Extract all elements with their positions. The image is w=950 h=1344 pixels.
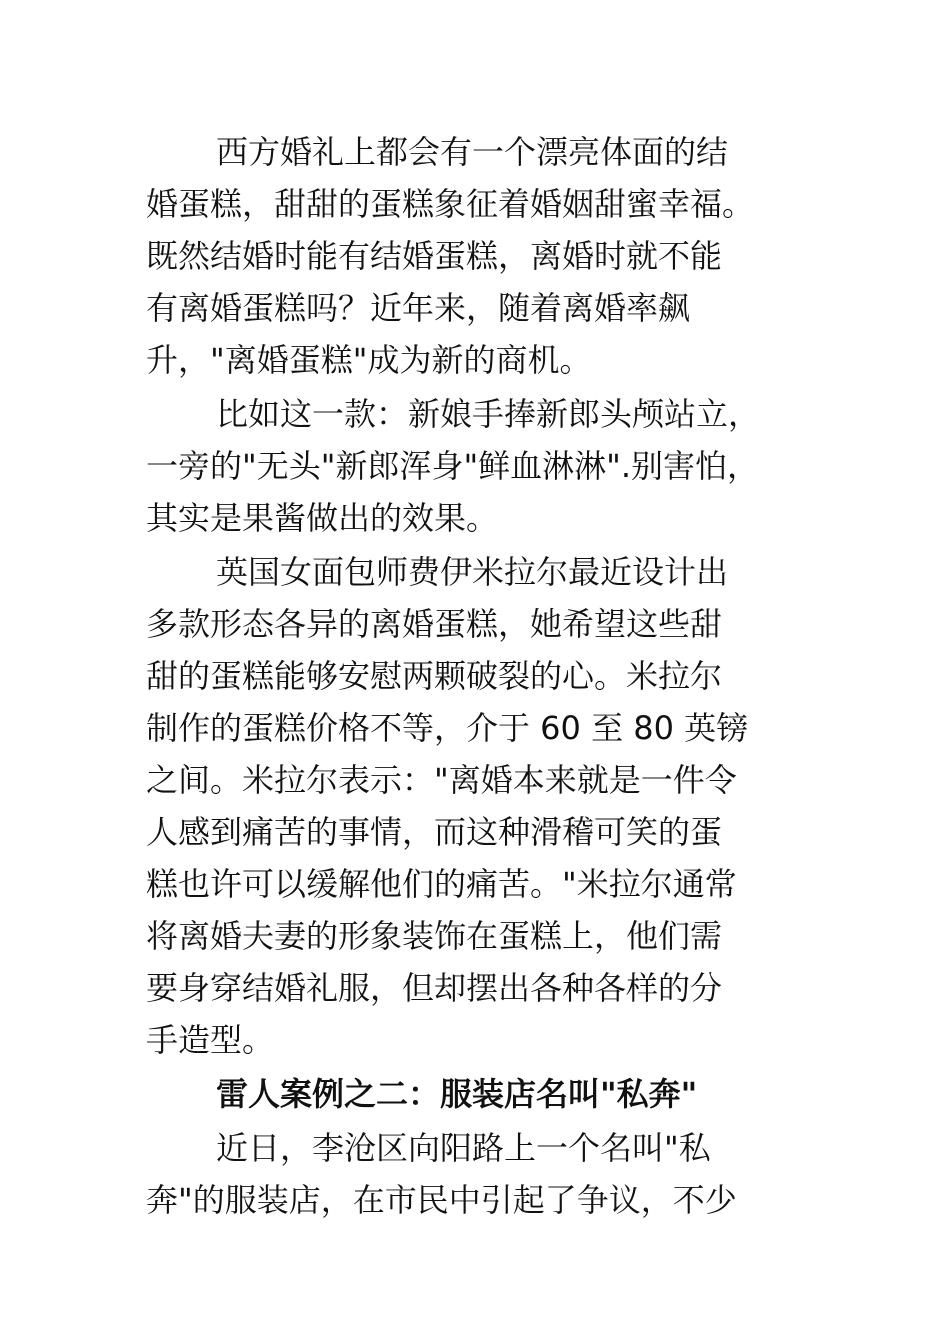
section-heading: 雷人案例之二：服装店名叫"私奔": [216, 1075, 698, 1113]
paragraph-4-line-1: 近日，李沧区向阳路上一个名叫"私: [216, 1129, 711, 1167]
paragraph-3-line-7: 糕也许可以缓解他们的痛苦。"米拉尔通常: [146, 865, 737, 903]
paragraph-1-line-4: 有离婚蛋糕吗？近年来，随着离婚率飙: [146, 289, 691, 327]
paragraph-1-line-2: 婚蛋糕，甜甜的蛋糕象征着婚姻甜蜜幸福。: [146, 185, 755, 223]
paragraph-3-line-4: 制作的蛋糕价格不等，介于 60 至 80 英镑: [146, 709, 749, 747]
paragraph-3-line-8: 将离婚夫妻的形象装饰在蛋糕上，他们需: [146, 917, 723, 955]
paragraph-3-line-3: 甜的蛋糕能够安慰两颗破裂的心。米拉尔: [146, 657, 723, 695]
paragraph-3-line-5: 之间。米拉尔表示："离婚本来就是一件令: [146, 761, 737, 799]
paragraph-3-line-9: 要身穿结婚礼服，但却摆出各种各样的分: [146, 969, 723, 1007]
paragraph-4-line-2: 奔"的服装店，在市民中引起了争议，不少: [146, 1181, 737, 1219]
paragraph-1-line-3: 既然结婚时能有结婚蛋糕，离婚时就不能: [146, 237, 723, 275]
paragraph-3-line-2: 多款形态各异的离婚蛋糕，她希望这些甜: [146, 605, 723, 643]
paragraph-2-line-3: 其实是果酱做出的效果。: [146, 499, 499, 537]
paragraph-1-line-1: 西方婚礼上都会有一个漂亮体面的结: [216, 133, 729, 171]
paragraph-1-line-5: 升，"离婚蛋糕"成为新的商机。: [146, 341, 592, 379]
paragraph-3-line-1: 英国女面包师费伊米拉尔最近设计出: [216, 553, 729, 591]
paragraph-3-line-10: 手造型。: [146, 1021, 275, 1059]
paragraph-2-line-1: 比如这一款：新娘手捧新郎头颅站立，: [216, 395, 761, 433]
paragraph-2-line-2: 一旁的"无头"新郎浑身"鲜血淋淋".别害怕，: [146, 447, 760, 485]
paragraph-3-line-6: 人感到痛苦的事情，而这种滑稽可笑的蛋: [146, 813, 723, 851]
